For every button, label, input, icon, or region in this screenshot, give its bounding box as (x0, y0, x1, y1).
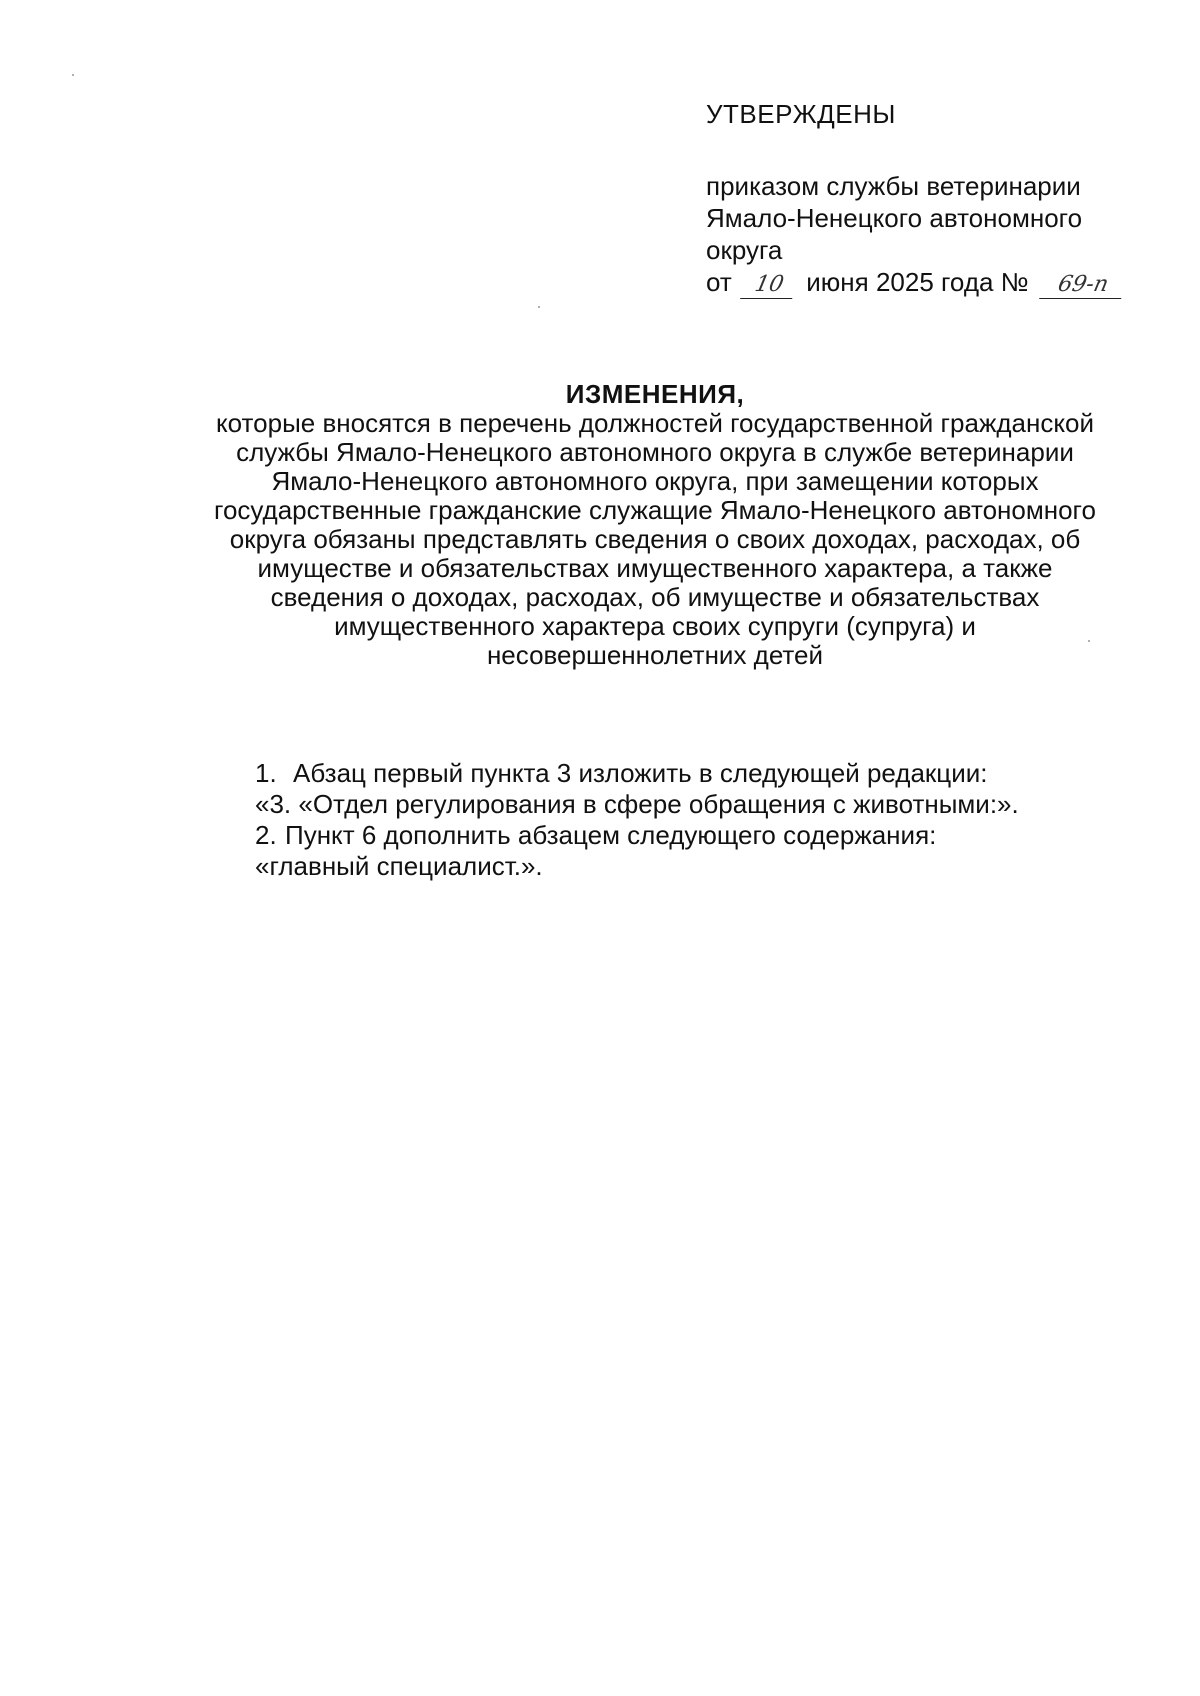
approval-line: приказом службы ветеринарии (706, 171, 1081, 201)
date-prefix: от (706, 267, 732, 297)
amendment-row (255, 758, 1155, 789)
amendment-text: Пункт 6 дополнить абзацем следующего содержания: (285, 820, 937, 850)
document-title-block (160, 380, 1150, 670)
amendment-row (255, 851, 1155, 882)
amendment-text: «3. «Отдел регулирования в сфере обращения с животными:». (255, 789, 1019, 819)
document-subtitle: которые вносятся в перечень должностей государственной гражданской службы Ямало-Ненецкого автономного округа в службе ветеринарии Ямало-Ненецкого автономного округа, при замещении которых государственные гражданские служащие Ямало-Ненецкого автономного округа обязаны представлять сведения о своих доходах, расходах, об имуществе и обязательствах имущественного характера, а также сведения о доходах, расходах, об имуществе и обязательствах имущественного характера своих супруги (супруга) и несовершеннолетних детей (214, 408, 1096, 670)
date-rest: июня 2025 года № (806, 267, 1029, 297)
approval-line: округа (706, 235, 783, 265)
amendments-list (255, 758, 1155, 882)
approval-heading: УТВЕРЖДЕНЫ (706, 99, 896, 129)
handwritten-day: 10 (740, 272, 798, 299)
scan-speck (538, 306, 540, 308)
amendment-row (255, 789, 1155, 820)
handwritten-order-number: 69-п (1039, 272, 1127, 299)
amendment-text: Абзац первый пункта 3 изложить в следующей редакции: (293, 758, 988, 788)
item-marker: 2. (255, 820, 277, 850)
amendment-text: «главный специалист.». (255, 851, 543, 881)
scan-speck (72, 74, 74, 76)
approval-block (706, 98, 1146, 299)
item-marker: 1. (255, 758, 277, 788)
approval-date-line (706, 266, 1146, 299)
approval-line: Ямало-Ненецкого автономного (706, 203, 1083, 233)
document-title: ИЗМЕНЕНИЯ, (565, 379, 745, 409)
amendment-row (255, 820, 1155, 851)
